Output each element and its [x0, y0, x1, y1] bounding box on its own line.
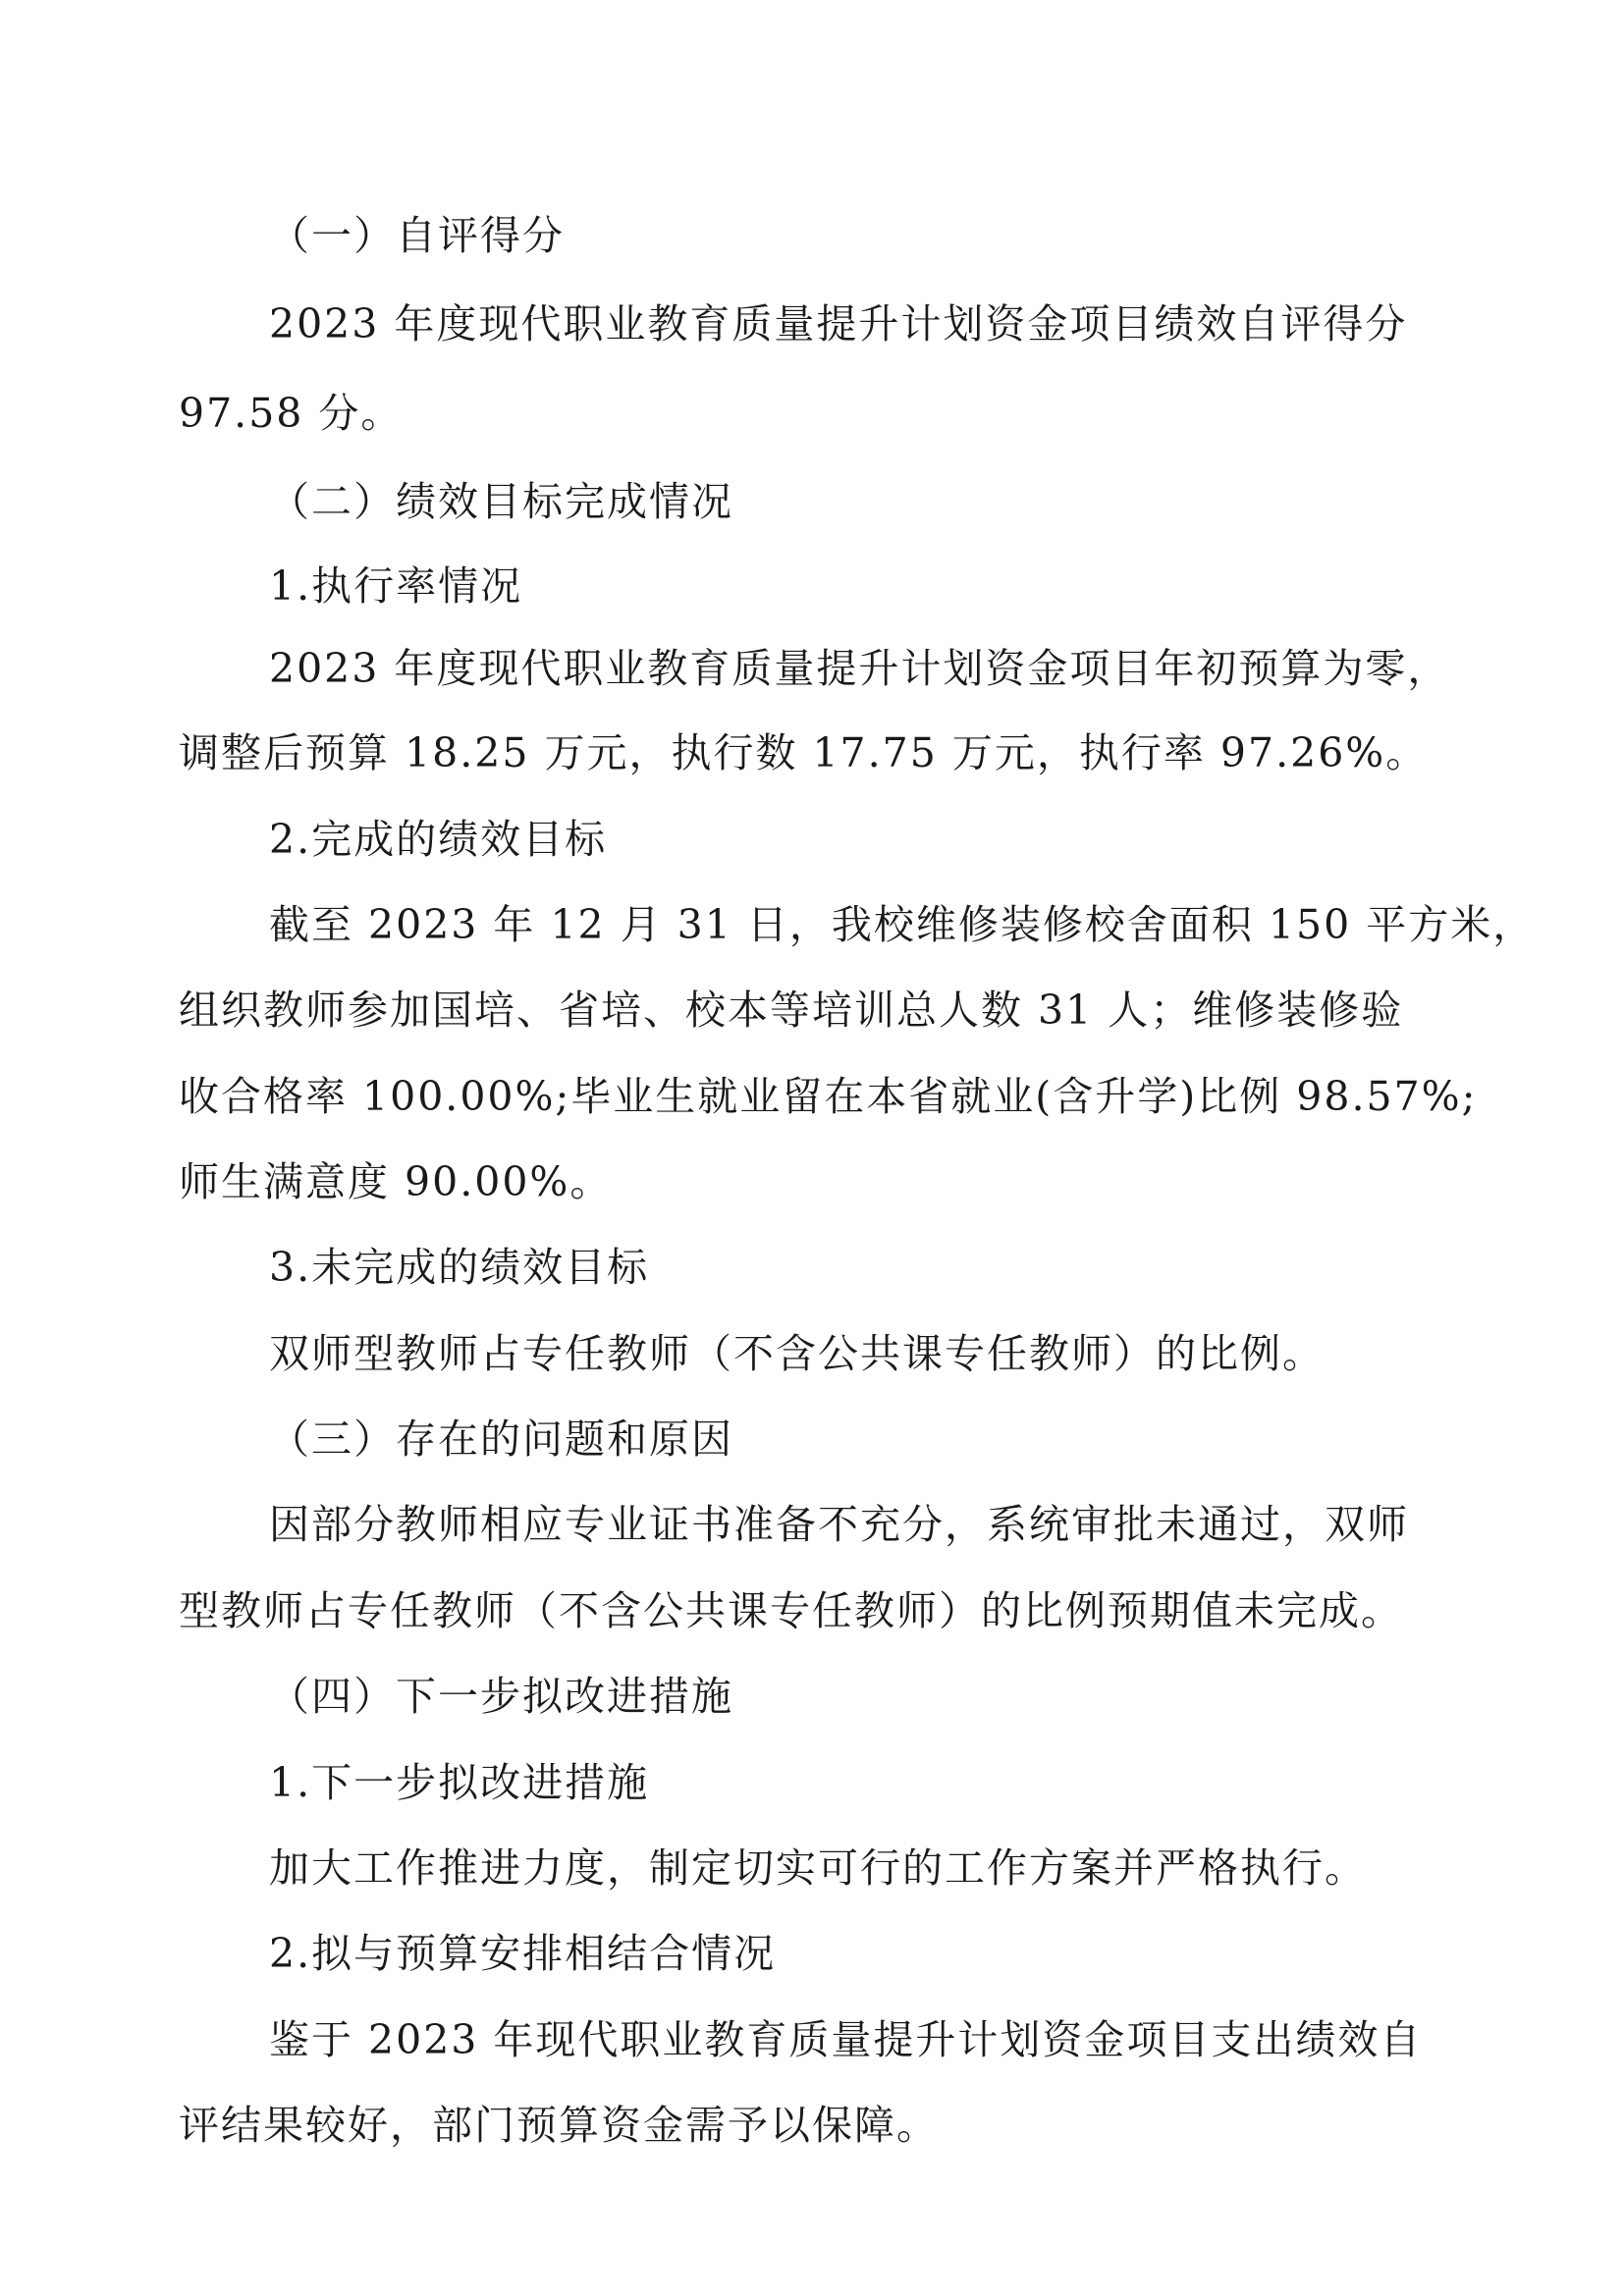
section-heading-problems: （三）存在的问题和原因: [269, 1415, 733, 1464]
paragraph-line: 组织教师参加国培、省培、校本等培训总人数 31 人；维修装修验: [179, 987, 1404, 1035]
paragraph-line: 双师型教师占专任教师（不含公共课专任教师）的比例。: [269, 1329, 1325, 1377]
paragraph-line: 2023 年度现代职业教育质量提升计划资金项目绩效自评得分: [269, 300, 1408, 348]
paragraph-line: 截至 2023 年 12 月 31 日，我校维修装修校舍面积 150 平方米，: [269, 900, 1536, 948]
subheading-execution-rate: 1.执行率情况: [269, 561, 523, 610]
subheading-uncompleted-goals: 3.未完成的绩效目标: [269, 1244, 650, 1292]
paragraph-line: 型教师占专任教师（不含公共课专任教师）的比例预期值未完成。: [179, 1586, 1403, 1634]
subheading-completed-goals: 2.完成的绩效目标: [269, 815, 608, 863]
paragraph-line: 评结果较好，部门预算资金需予以保障。: [179, 2102, 939, 2149]
paragraph-line: 加大工作推进力度，制定切实可行的工作方案并严格执行。: [269, 1843, 1367, 1892]
section-heading-self-evaluation: （一）自评得分: [269, 212, 565, 259]
paragraph-line: 调整后预算 18.25 万元，执行数 17.75 万元，执行率 97.26%。: [179, 729, 1429, 777]
paragraph-line: 收合格率 100.00%;毕业生就业留在本省就业(含升学)比例 98.57%;: [179, 1072, 1478, 1120]
subheading-improvement-measures: 1.下一步拟改进措施: [269, 1758, 650, 1806]
section-heading-goal-completion: （二）绩效目标完成情况: [269, 478, 733, 526]
paragraph-line: 2023 年度现代职业教育质量提升计划资金项目年初预算为零，: [269, 645, 1450, 693]
section-heading-next-steps: （四）下一步拟改进措施: [269, 1673, 733, 1721]
paragraph-line: 97.58 分。: [179, 389, 404, 437]
paragraph-line: 师生满意度 90.00%。: [179, 1158, 613, 1205]
subheading-budget-combination: 2.拟与预算安排相结合情况: [269, 1930, 777, 1978]
paragraph-line: 因部分教师相应专业证书准备不充分，系统审批未通过，双师: [269, 1501, 1409, 1549]
paragraph-line: 鉴于 2023 年现代职业教育质量提升计划资金项目支出绩效自: [269, 2015, 1423, 2063]
